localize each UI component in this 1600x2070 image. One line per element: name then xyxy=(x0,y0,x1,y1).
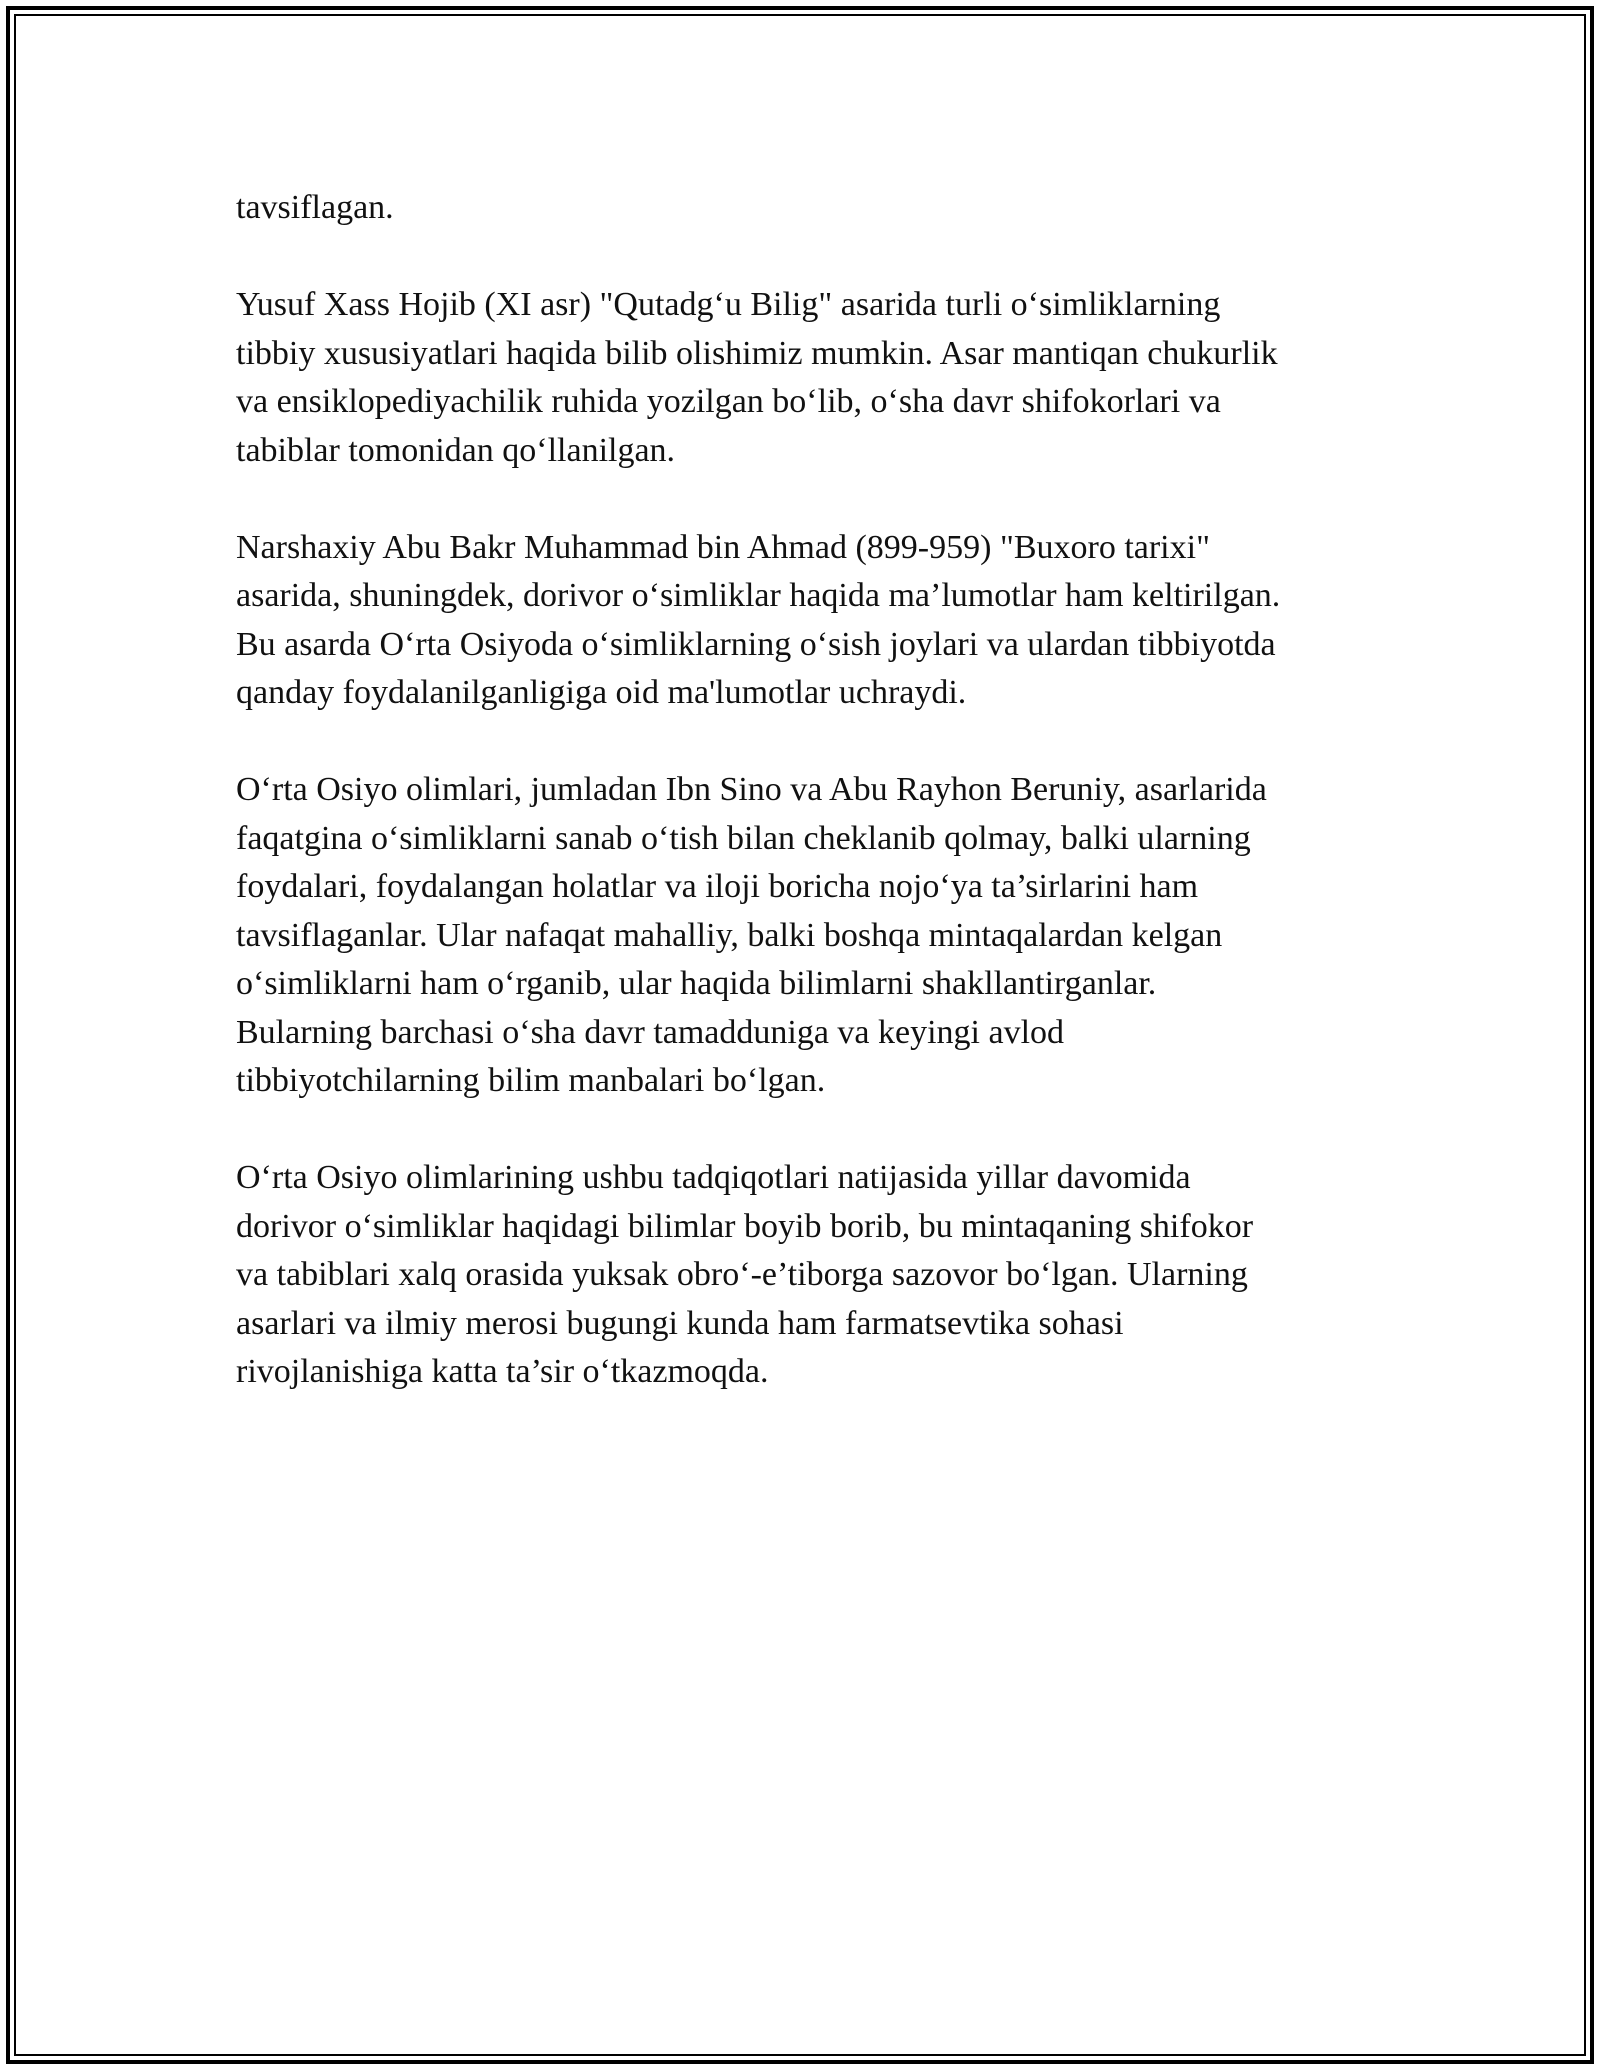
paragraph-central-asian-scholars: O‘rta Osiyo olimlari, jumladan Ibn Sino va Abu Rayhon Beruniy, asarlarida faqatgina o‘simliklarni sanab o‘tish bilan cheklanib qolmay, balki ularning foydalari, foydalangan holatlar va iloji boricha nojo‘ya ta’sirlarini ham tavsiflaganlar. Ular nafaqat mahalliy, balki boshqa mintaqalardan kelgan o‘simliklarni ham o‘rganib, ular haqida bilimlarni shakllantirganlar. Bularning barchasi o‘sha davr tamadduniga va keyingi avlod tibbiyotchilarning bilim manbalari bo‘lgan. xyxy=(236,771,1267,1099)
document-body xyxy=(236,184,1396,1445)
paragraph-research-legacy: O‘rta Osiyo olimlarining ushbu tadqiqotlari natijasida yillar davomida dorivor o‘simliklar haqidagi bilimlar boyib borib, bu mintaqaning shifokor va tabiblari xalq orasida yuksak obro‘-e’tiborga sazovor bo‘lgan. Ularning asarlari va ilmiy merosi bugungi kunda ham farmatsevtika sohasi rivojlanishiga katta ta’sir o‘tkazmoqda. xyxy=(236,1159,1254,1390)
paragraph-yusuf-xass-hojib: Yusuf Xass Hojib (XI asr) "Qutadg‘u Bilig" asarida turli o‘simliklarning tibbiy xususiyatlari haqida bilib olishimiz mumkin. Asar mantiqan chukurlik va ensiklopediyachilik ruhida yozilgan bo‘lib, o‘sha davr shifokorlari va tabiblar tomonidan qo‘llanilgan. xyxy=(236,286,1278,469)
paragraph-continuation: tavsiflagan. xyxy=(236,189,394,226)
paragraph-narshaxiy: Narshaxiy Abu Bakr Muhammad bin Ahmad (899-959) "Buxoro tarixi" asarida, shuningdek, dorivor o‘simliklar haqida ma’lumotlar ham keltirilgan. Bu asarda O‘rta Osiyoda o‘simliklarning o‘sish joylari va ulardan tibbiyotda qanday foydalanilganligiga oid ma'lumotlar uchraydi. xyxy=(236,528,1281,711)
